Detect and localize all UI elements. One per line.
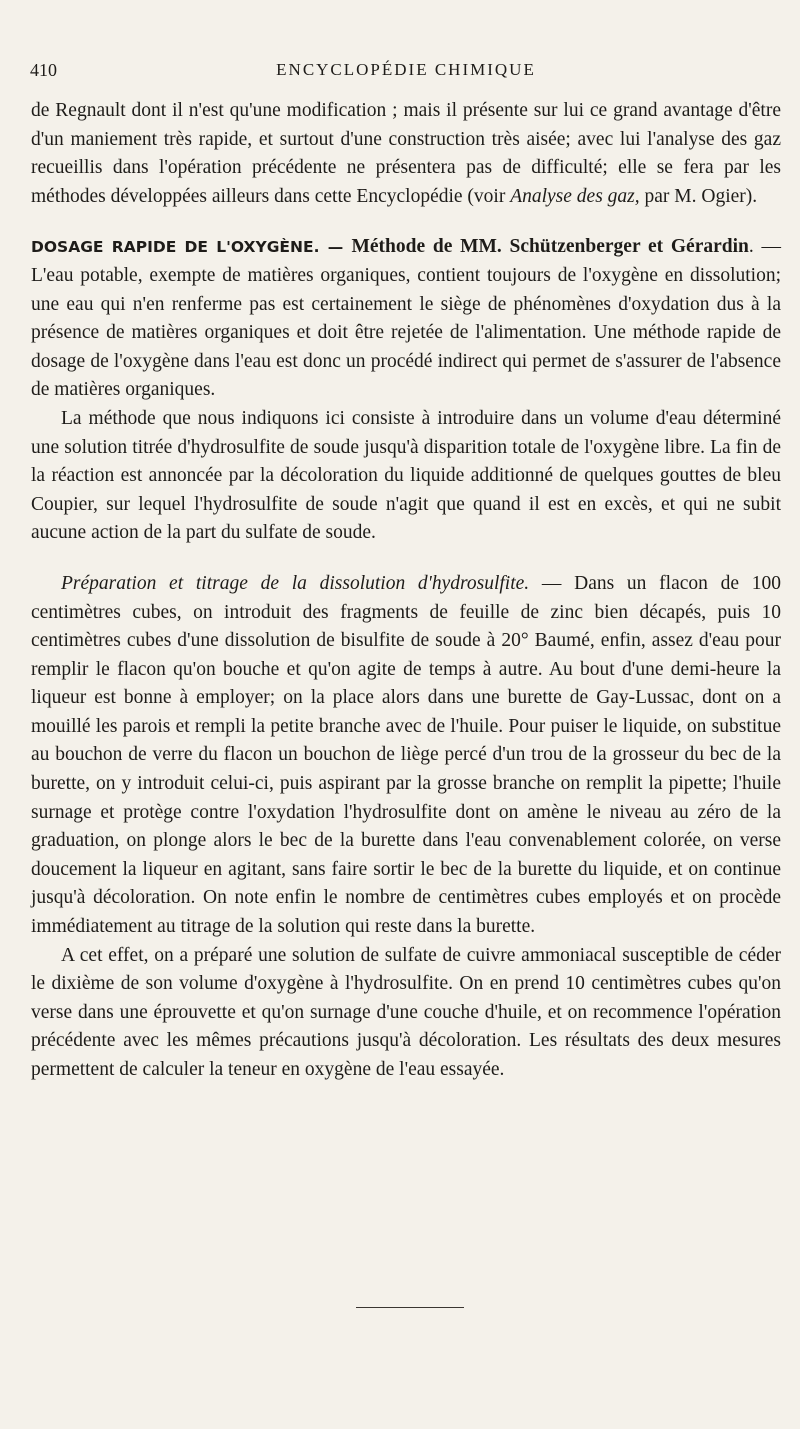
paragraph-dosage <box>31 233 781 405</box>
paragraph-text-end: par M. Ogier). <box>639 185 758 207</box>
closing-rule <box>356 1307 464 1308</box>
paragraph-methode: La méthode que nous indiquons ici consiste à introduire dans un volume d'eau déterminé une solution titrée d'hydrosulfite de soude jusqu'à disparition totale de l'oxygène libre. La fin de la réaction est annoncée par la décoloration du liquide additionné de quelques gouttes de bleu Coupier, sur lequel l'hydrosulfite de soude n'agit que quand il est en excès, et qui ne subit aucune action de la part du sulfate de soude. <box>31 407 781 544</box>
page-header <box>30 60 782 84</box>
paragraph-text: de Regnault dont il n'est qu'une modification ; mais il présente sur lui ce grand avantage d'être d'un maniement très rapide, et surtout d'une construction très aisée; avec lui l'analyse des gaz recueillis dans l'opération précédente ne présentera pas de difficulté; elle se fera par les méthodes développées ailleurs dans cette Encyclopédie (voir <box>31 100 781 207</box>
body-text <box>31 97 781 1085</box>
section-heading: DOSAGE RAPIDE DE L'OXYGÈNE. — <box>31 238 352 257</box>
section-subheading: Méthode de MM. Schützenberger et Gérardin <box>351 236 749 258</box>
paragraph-regnault <box>31 97 781 211</box>
page-number: 410 <box>30 60 57 80</box>
paragraph-text: — Dans un flacon de 100 centimètres cubes, on introduit des fragments de feuille de zinc bien décapés, puis 10 centimètres cubes d'une dissolution de bisulfite de soude à 20° Baumé, enfin, assez d'eau pour remplir le flacon qu'on bouche et qu'on agite de temps à autre. Au bout d'une demi-heure la liqueur est bonne à employer; on la place alors dans une burette de Gay-Lussac, dont on a mouillé les parois et rempli la petite branche avec de l'huile. Pour puiser le liquide, on substitue au bouchon de verre du flacon un bouchon de liège percé d'un trou de la grosseur du bec de la burette, on y introduit celui-ci, puis aspirant par la grosse branche on remplit la pipette; l'huile surnage et protège contre l'oxydation l'hydrosulfite dont on amène le niveau au zéro de la graduation, on plonge alors le bec de la burette dans l'eau convenablement colorée, on verse doucement la liqueur en agitant, sans faire sortir le bec de la burette du liquide, et on continue jusqu'à décoloration. On note enfin le nombre de centimètres cubes employés et on procède immédiatement au titrage de la solution qui reste dans la burette. <box>31 572 781 938</box>
paragraph-cuivre: A cet effet, on a préparé une solution de sulfate de cuivre ammoniacal susceptible de céder le dixième de son volume d'oxygène à l'hydrosulfite. On en prend 10 centimètres cubes qu'on verse dans une éprouvette et qu'on surnage d'une couche d'huile, et on recommence l'opération précédente avec les mêmes précautions jusqu'à décoloration. Les résultats des deux mesures permettent de calculer la teneur en oxygène de l'eau essayée. <box>31 944 781 1080</box>
paragraph-text: . — L'eau potable, exempte de matières organiques, contient toujours de l'oxygène en dissolution; une eau qui n'en renferme pas est certainement le siège de phénomènes d'oxydation dus à la présence de matières organiques et doit être rejetée de l'alimentation. Une méthode rapide de dosage de l'oxygène dans l'eau est donc un procédé indirect qui permet de s'assurer de l'absence de matières organiques. <box>31 236 781 401</box>
paragraph-preparation <box>31 570 781 942</box>
running-title: ENCYCLOPÉDIE CHIMIQUE <box>276 60 536 79</box>
italic-subheading: Préparation et titrage de la dissolution d'hydrosulfite. <box>61 572 530 594</box>
italic-reference: Analyse des gaz, <box>510 185 640 207</box>
